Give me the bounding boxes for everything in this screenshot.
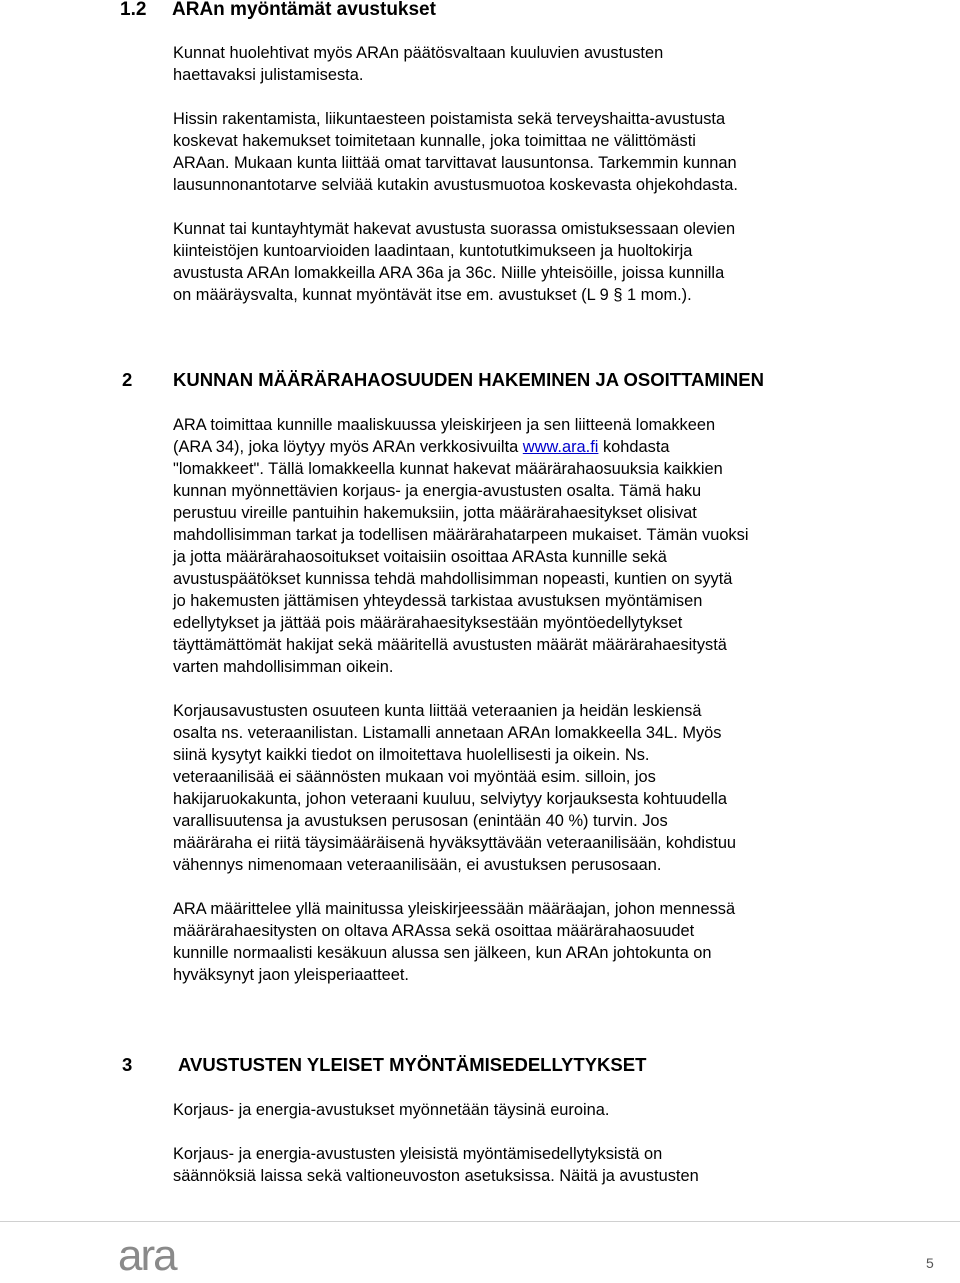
- section-title: KUNNAN MÄÄRÄRAHAOSUUDEN HAKEMINEN JA OSOITTAMINEN: [173, 369, 764, 390]
- text-line: kiinteistöjen kuntoarvioiden laadintaan, kuntotutkimukseen ja huoltokirja: [173, 242, 693, 260]
- text-line: kunnan myönnettävien korjaus- ja energia-avustusten osalta. Tämä haku: [173, 482, 702, 500]
- footer-divider: [0, 1221, 960, 1222]
- text-line: ARA toimittaa kunnille maaliskuussa yleiskirjeen ja sen liitteenä lomakkeen: [173, 416, 716, 434]
- section-2-heading: [122, 368, 764, 392]
- section-3-heading: [122, 1053, 646, 1077]
- text-line: Korjaus- ja energia-avustusten yleisistä myöntämisedellytyksistä on: [173, 1145, 663, 1163]
- text-line: varallisuutensa ja avustuksen perusosan (enintään 40 %) turvin. Jos: [173, 812, 668, 830]
- page-number: 5: [926, 1255, 934, 1271]
- paragraph: [173, 898, 863, 986]
- paragraph: [173, 1143, 863, 1187]
- text-line: ARAan. Mukaan kunta liittää omat tarvittavat lausuntonsa. Tarkemmin kunnan: [173, 154, 737, 172]
- text-segment: kohdasta: [598, 438, 670, 456]
- text-line: siinä kysytyt kaikki tiedot on ilmoitettava huolellisesti ja oikein. Ns.: [173, 746, 650, 764]
- text-segment: (ARA 34), joka löytyy myös ARAn verkkosivuilta: [173, 438, 523, 456]
- text-line: haettavaksi julistamisesta.: [173, 66, 364, 84]
- text-line: ARA määrittelee yllä mainitussa yleiskirjeessään määräajan, johon mennessä: [173, 900, 736, 918]
- text-line: avustuspäätökset kunnissa tehdä mahdollisimman nopeasti, kuntien on syytä: [173, 570, 733, 588]
- section-title: AVUSTUSTEN YLEISET MYÖNTÄMISEDELLYTYKSET: [178, 1054, 647, 1075]
- text-line: Kunnat tai kuntayhtymät hakevat avustusta suorassa omistuksessaan olevien: [173, 220, 736, 238]
- text-line: vähennys nimenomaan veteraanilisään, ei avustuksen perusosaan.: [173, 856, 662, 874]
- text-line: "lomakkeet". Tällä lomakkeella kunnat hakevat määrärahaosuuksia kaikkien: [173, 460, 723, 478]
- text-line: varten mahdollisimman oikein.: [173, 658, 394, 676]
- text-line: mahdollisimman tarkat ja todellisen määrärahatarpeen mukaiset. Tämän vuoksi: [173, 526, 749, 544]
- text-line: koskevat hakemukset toimitetaan kunnalle, joka toimittaa ne välittömästi: [173, 132, 696, 150]
- section-number: 2: [122, 369, 133, 390]
- text-line: jo hakemusten jättämisen yhteydessä tarkistaa avustuksen myöntämisen: [173, 592, 703, 610]
- text-line: Korjaus- ja energia-avustukset myönnetään täysinä euroina.: [173, 1101, 610, 1119]
- text-line: hakijaruokakunta, johon veteraani kuuluu, selviytyy korjauksesta kohtuudella: [173, 790, 727, 808]
- text-line: määrärahaesitysten on oltava ARAssa sekä osoittaa määrärahaosuudet: [173, 922, 695, 940]
- paragraph: [173, 218, 863, 306]
- text-line: täyttämättömät hakijat sekä määritellä avustusten määrät määrärahaesitystä: [173, 636, 727, 654]
- text-line: lausunnonantotarve selviää kutakin avustusmuotoa koskevasta ohjekohdasta.: [173, 176, 738, 194]
- text-line: ja jotta määrärahaosoitukset voitaisiin osoittaa ARAsta kunnille sekä: [173, 548, 667, 566]
- paragraph: [173, 700, 863, 876]
- paragraph: [173, 108, 863, 196]
- text-line: veteraanilisää ei säännösten mukaan voi myöntää esim. silloin, jos: [173, 768, 656, 786]
- text-line: Korjausavustusten osuuteen kunta liittää veteraanien ja heidän leskiensä: [173, 702, 702, 720]
- text-line: määräraha ei riitä täysimääräisenä hyväksyttävään veteraanilisään, kohdistuu: [173, 834, 737, 852]
- text-line: avustusta ARAn lomakkeilla ARA 36a ja 36c. Niille yhteisöille, joissa kunnilla: [173, 264, 725, 282]
- text-line: [173, 436, 863, 458]
- paragraph: [173, 1099, 863, 1121]
- text-line: Kunnat huolehtivat myös ARAn päätösvaltaan kuuluvien avustusten: [173, 44, 664, 62]
- section-number: 3: [122, 1054, 133, 1075]
- text-line: kunnille normaalisti kesäkuun alussa sen jälkeen, kun ARAn johtokunta on: [173, 944, 712, 962]
- section-title: ARAn myöntämät avustukset: [172, 0, 436, 20]
- text-line: edellytykset ja jättää pois määrärahaesityksestään myöntöedellytykset: [173, 614, 683, 632]
- text-line: säännöksiä laissa sekä valtioneuvoston asetuksissa. Näitä ja avustusten: [173, 1167, 699, 1185]
- paragraph: [173, 42, 863, 86]
- text-line: hyväksynyt jaon yleisperiaatteet.: [173, 966, 409, 984]
- text-line: osalta ns. veteraanilistan. Listamalli annetaan ARAn lomakkeella 34L. Myös: [173, 724, 722, 742]
- ara-logo-text: ara: [118, 1236, 176, 1280]
- ara-website-link[interactable]: www.ara.fi: [522, 438, 599, 456]
- ara-logo: [118, 1236, 198, 1280]
- section-number: 1.2: [120, 0, 147, 20]
- text-line: perustuu vireille pantuihin hakemuksiin, jotta määrärahaesitykset olisivat: [173, 504, 697, 522]
- text-line: on määräysvalta, kunnat myöntävät itse em. avustukset (L 9 § 1 mom.).: [173, 286, 692, 304]
- section-1-2-heading: [120, 0, 436, 22]
- paragraph: [173, 414, 863, 678]
- text-line: Hissin rakentamista, liikuntaesteen poistamista sekä terveyshaitta-avustusta: [173, 110, 726, 128]
